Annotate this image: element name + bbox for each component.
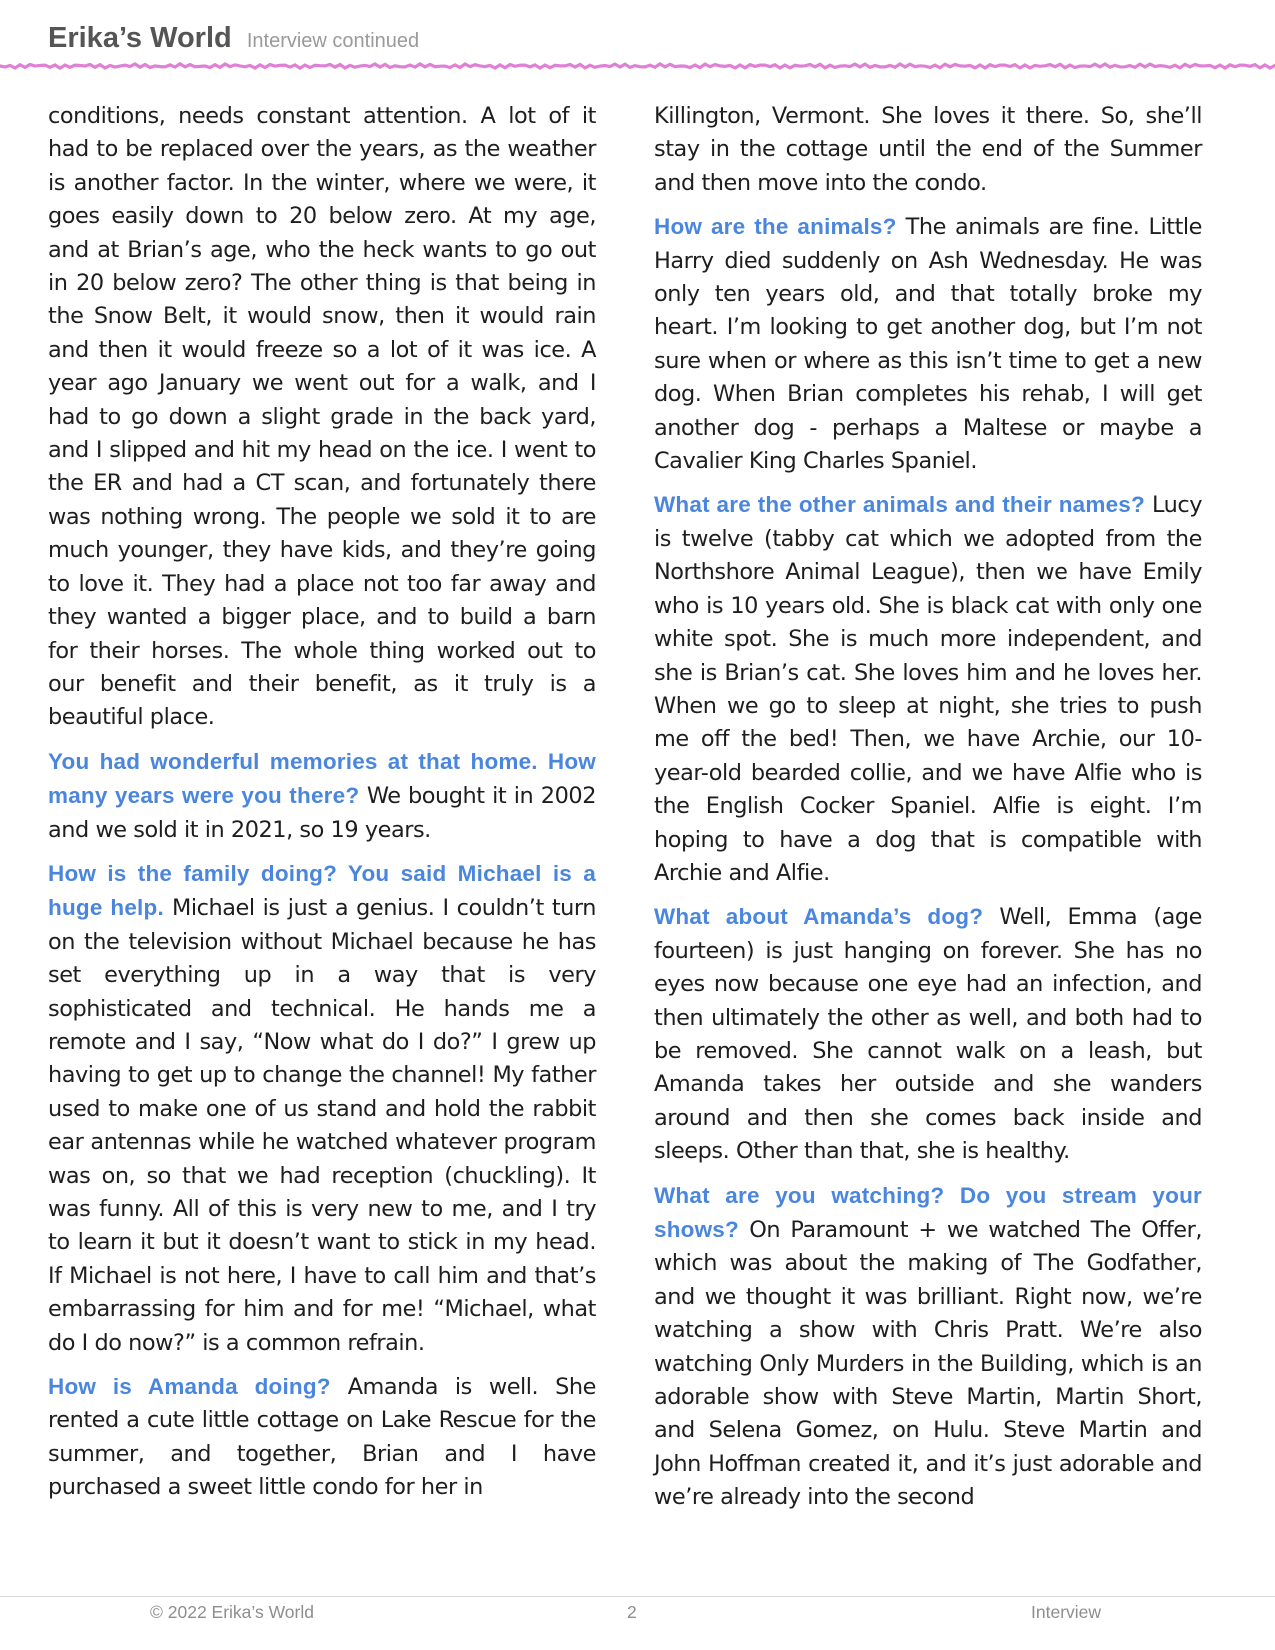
right-column xyxy=(654,100,1202,1525)
qa-block xyxy=(654,900,1202,1168)
answer: On Paramount + we watched The Offer, which was about the making of The Godfather, and we thought it was brilliant. Right now, we’re watching a show with Chris Pratt. We’re also watching Only Murders in the Building, which is an adorable show with Steve Martin, Martin Short, and Selena Gomez, on Hulu. Steve Martin and John Hoffman created it, and it’s just adorable and we’re already into the second xyxy=(654,1217,1202,1511)
section-label: Interview continued xyxy=(246,30,420,52)
page-number: 2 xyxy=(627,1602,637,1622)
question: How is the family doing? You said Michael is a huge help. xyxy=(48,860,596,921)
qa-block xyxy=(48,1370,596,1505)
question: What are the other animals and their names? xyxy=(654,492,1145,518)
qa-block xyxy=(48,745,596,847)
qa-block xyxy=(48,857,596,1360)
left-column xyxy=(48,100,596,1515)
qa-block xyxy=(654,1179,1202,1515)
answer: Michael is just a genius. I couldn’t turn on the television without Michael because he has set everything up in a way that is very sophisticated and technical. He hands me a remote and I say, “Now what do I do?” I grew up having to get up to change the channel! My father used to make one of us stand and hold the rabbit ear antennas while he watched whatever program was on, so that we had reception (chuckling). It was funny. All of this is very new to me, and I try to learn it but it doesn’t want to stick in my head. If Michael is not here, I have to call him and that’s embarrassing for him and for me! “Michael, what do I do now?” is a common refrain. xyxy=(48,895,597,1356)
page-header xyxy=(48,22,1227,58)
answer: The animals are fine. Little Harry died suddenly on Ash Wednesday. He was only ten years old, and that totally broke my heart. I’m looking to get another dog, but I’m not sure when or where as this isn’t time to get a new dog. When Brian completes his rehab, I will get another dog - perhaps a Maltese or maybe a Cavalier King Charles Spaniel. xyxy=(654,214,1202,475)
question: What are you watching? Do you stream your shows? xyxy=(654,1182,1202,1242)
answer: We bought it in 2002 and we sold it in 2021, so 19 years. xyxy=(48,783,596,843)
answer: Well, Emma (age fourteen) is just hanging on forever. She has no eyes now because one eye had an infection, and then ultimately the other as well, and both had to be removed. She cannot walk on a leash, but Amanda takes her outside and she wanders around and then she comes back inside and sleeps. Other than that, she is healthy. xyxy=(654,904,1202,1165)
question: How is Amanda doing? xyxy=(48,1374,331,1400)
footer-copyright: © 2022 Erika’s World xyxy=(150,1602,314,1622)
question: You had wonderful memories at that home. How many years were you there? xyxy=(48,748,596,809)
paragraph: Killington, Vermont. She loves it there. So, she’ll stay in the cottage until the end of the Summer and then move into the condo. xyxy=(654,103,1202,196)
question: How are the animals? xyxy=(654,214,897,240)
answer: Lucy is twelve (tabby cat which we adopted from the Northshore Animal League), then we have Emily who is 10 years old. She is black cat with only one white spot. She is much more independent, and she is Brian’s cat. She loves him and he loves her. When we go to sleep at night, she tries to push me off the bed! Then, we have Archie, our 10-year-old bearded collie, and we have Alfie who is the English Cocker Spaniel. Alfie is eight. I’m hoping to have a dog that is compatible with Archie and Alfie. xyxy=(654,492,1203,886)
footer-divider xyxy=(0,1596,1275,1597)
paragraph: conditions, needs constant attention. A lot of it had to be replaced over the years, as the weather is another factor. In the winter, where we were, it goes easily down to 20 below zero. At my age, and at Brian’s age, who the heck wants to go out in 20 below zero? The other thing is that being in the Snow Belt, it would snow, then it would rain and then it would freeze so a lot of it was ice. A year ago January we went out for a walk, and I had to go down a slight grade in the back yard, and I slipped and hit my head on the ice. I went to the ER and had a CT scan, and fortunately there was nothing wrong. The people we sold it to are much younger, they have kids, and they’re going to love it. They had a place not too far away and they wanted a bigger place, and to build a barn for their horses. The whole thing worked out to our benefit and their benefit, as it truly is a beautiful place. xyxy=(48,103,596,731)
wavy-divider xyxy=(0,60,1275,72)
question: What about Amanda’s dog? xyxy=(654,904,984,930)
answer: Amanda is well. She rented a cute little cottage on Lake Rescue for the summer, and together, Brian and I have purchased a sweet little condo for her in xyxy=(48,1374,596,1501)
qa-block xyxy=(654,210,1202,478)
publication-title: Erika’s World xyxy=(48,22,232,54)
qa-block xyxy=(654,488,1202,890)
footer-section: Interview xyxy=(1031,1602,1102,1622)
